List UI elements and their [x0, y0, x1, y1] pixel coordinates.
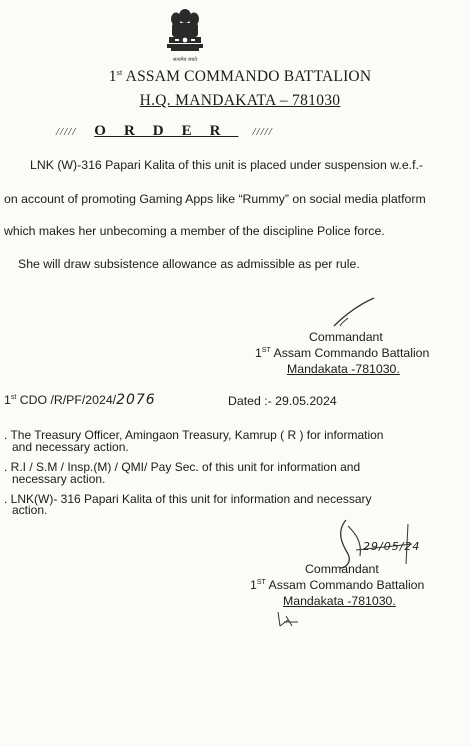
signatory-place-2: Mandakata -781030. — [283, 594, 396, 608]
order-title: ORDER — [94, 123, 239, 139]
copy-2-line-1: . R.I / S.M / Insp.(M) / QMI/ Pay Sec. of this unit for information and — [4, 460, 361, 474]
signatory-unit-2: 1ST Assam Commando Battalion — [250, 578, 425, 592]
copy-2-line-2: necessary action. — [12, 472, 106, 486]
emblem-motto: सत्यमेव जयते — [172, 58, 198, 63]
body-line-2: on account of promoting Gaming Apps like “Rummy” on social media platform — [4, 192, 426, 206]
signatory-title-1: Commandant — [309, 330, 383, 344]
national-emblem-icon — [163, 6, 207, 64]
body-line-1: LNK (W)-316 Papari Kalita of this unit is placed under suspension w.e.f.- — [30, 158, 424, 172]
copy-1-line-2: and necessary action. — [12, 440, 129, 454]
body-line-3: which makes her unbecoming a member of the discipline Police force. — [4, 224, 385, 238]
order-right-slashes: ///// — [252, 126, 273, 138]
signatory-unit-1: 1ST Assam Commando Battalion — [255, 346, 430, 360]
handwritten-signature-date: 29/05/24 — [363, 540, 421, 553]
memo-number: 1st CDO /R/PF/2024/2076 — [4, 392, 156, 408]
copy-1-line-1: . The Treasury Officer, Amingaon Treasury, Kamrup ( R ) for information — [4, 428, 384, 442]
initials-scribble — [274, 608, 304, 630]
body-line-4: She will draw subsistence allowance as admissible as per rule. — [18, 257, 360, 271]
signatory-title-2: Commandant — [305, 562, 379, 576]
memo-number-handwritten: 2076 — [116, 392, 156, 408]
hq-address: H.Q. MANDAKATA – 781030 — [139, 92, 341, 109]
copy-3-line-1: . LNK(W)- 316 Papari Kalita of this unit for information and necessary — [4, 492, 372, 506]
copy-3-line-2: action. — [12, 503, 48, 517]
memo-date: Dated :- 29.05.2024 — [228, 394, 337, 408]
order-heading — [56, 123, 356, 140]
signatory-place-1: Mandakata -781030. — [287, 362, 400, 376]
signature-scribble-1 — [330, 296, 380, 330]
battalion-name: 1st ASSAM COMMANDO BATTALION — [108, 68, 372, 86]
order-left-slashes: ///// — [56, 126, 77, 138]
